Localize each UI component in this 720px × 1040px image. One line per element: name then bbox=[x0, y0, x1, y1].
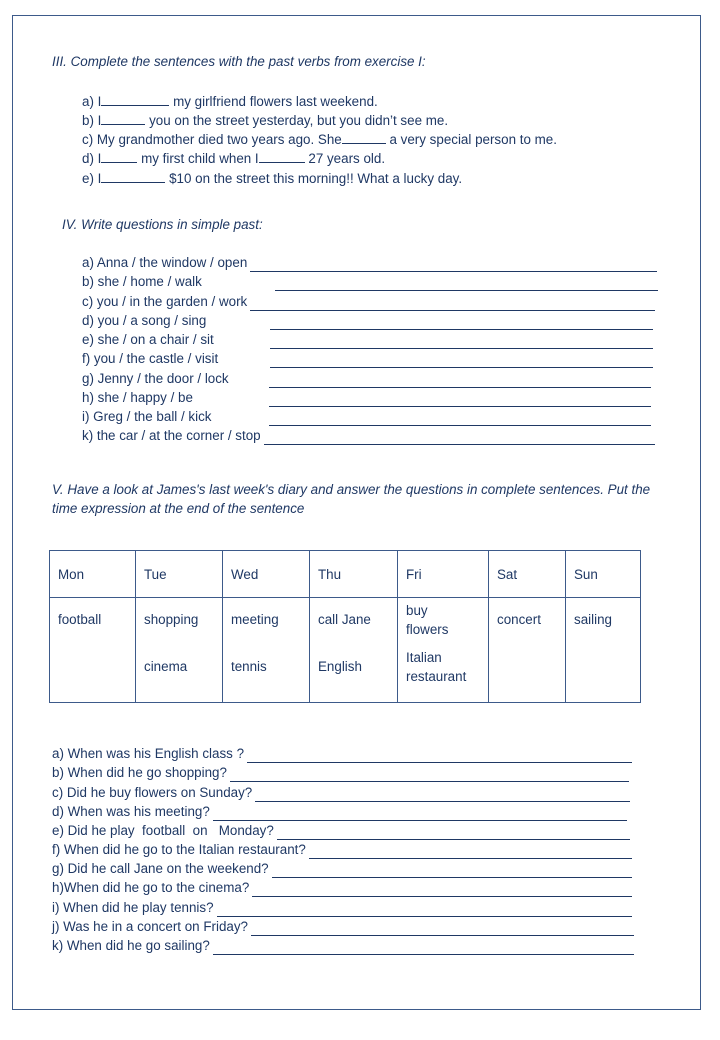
section-3-heading: III. Complete the sentences with the past verbs from exercise I: bbox=[52, 54, 426, 69]
s3-item-d bbox=[82, 148, 385, 167]
s3-item-a-text1: a) I bbox=[82, 94, 102, 109]
s5-question-d-text: d) When was his meeting? bbox=[52, 804, 210, 819]
diary-cell-sat bbox=[489, 598, 566, 703]
s3-item-c bbox=[82, 129, 557, 148]
s3-item-b-text1: b) I bbox=[82, 113, 102, 128]
s5-question-i-answer-line[interactable] bbox=[217, 901, 632, 917]
diary-cell-wed bbox=[223, 598, 310, 703]
s4-item-f bbox=[82, 349, 653, 368]
s5-question-e-answer-line[interactable] bbox=[277, 824, 630, 840]
s4-item-g bbox=[82, 369, 651, 388]
diary-day-sat: Sat bbox=[489, 551, 566, 598]
s5-question-c-answer-line[interactable] bbox=[255, 786, 630, 802]
diary-day-tue: Tue bbox=[136, 551, 223, 598]
s3-item-d-blank-1[interactable] bbox=[101, 148, 137, 163]
s4-item-k-answer-line[interactable] bbox=[264, 429, 655, 445]
diary-day-sun: Sun bbox=[566, 551, 641, 598]
s5-question-h-answer-line[interactable] bbox=[252, 881, 632, 897]
s3-item-c-text2: a very special person to me. bbox=[385, 132, 557, 147]
s5-question-f-answer-line[interactable] bbox=[309, 843, 632, 859]
diary-activity: football bbox=[58, 612, 102, 627]
s3-item-d-text2: my first child when I bbox=[137, 151, 259, 166]
s4-item-d-prompt: d) you / a song / sing bbox=[82, 313, 207, 328]
s5-question-a bbox=[52, 744, 632, 763]
s5-question-k-answer-line[interactable] bbox=[213, 939, 634, 955]
s3-item-d-text3: 27 years old. bbox=[304, 151, 386, 166]
s5-question-d bbox=[52, 802, 627, 821]
diary-day-wed: Wed bbox=[223, 551, 310, 598]
diary-activity: call Jane bbox=[318, 612, 371, 627]
s4-item-k-prompt: k) the car / at the corner / stop bbox=[82, 428, 261, 443]
s5-question-b bbox=[52, 763, 629, 782]
diary-activity: cinema bbox=[144, 659, 188, 674]
s3-item-d-text1: d) I bbox=[82, 151, 102, 166]
s3-item-b bbox=[82, 110, 448, 129]
diary-activity: shopping bbox=[144, 612, 199, 627]
s4-item-c-prompt: c) you / in the garden / work bbox=[82, 294, 248, 309]
diary-header-row bbox=[50, 551, 641, 598]
s5-question-a-answer-line[interactable] bbox=[247, 747, 632, 763]
s4-item-d bbox=[82, 311, 653, 330]
section-5-heading: V. Have a look at James's last week's diary and answer the questions in complete sentences. Put the time expression at the end of the sentence bbox=[52, 482, 651, 516]
s5-question-c bbox=[52, 783, 630, 802]
s5-question-b-answer-line[interactable] bbox=[230, 766, 629, 782]
s3-item-c-blank[interactable] bbox=[342, 129, 386, 144]
s5-question-i-text: i) When did he play tennis? bbox=[52, 900, 214, 915]
s5-question-k-text: k) When did he go sailing? bbox=[52, 938, 210, 953]
s4-item-e-answer-line[interactable] bbox=[270, 333, 653, 349]
s3-item-d-blank-2[interactable] bbox=[259, 148, 305, 163]
s4-item-f-answer-line[interactable] bbox=[270, 352, 653, 368]
s5-question-f-text: f) When did he go to the Italian restaurant? bbox=[52, 842, 306, 857]
s3-item-b-text2: you on the street yesterday, but you didn’t see me. bbox=[145, 113, 449, 128]
s5-question-e-text: e) Did he play football on Monday? bbox=[52, 823, 274, 838]
diary-cell-mon bbox=[50, 598, 136, 703]
s4-item-a-answer-line[interactable] bbox=[250, 256, 657, 272]
s4-item-h bbox=[82, 388, 651, 407]
s5-question-j bbox=[52, 917, 634, 936]
s3-item-e-blank[interactable] bbox=[101, 168, 165, 183]
s5-question-d-answer-line[interactable] bbox=[213, 805, 627, 821]
s4-item-h-answer-line[interactable] bbox=[269, 391, 651, 407]
s3-item-e bbox=[82, 168, 462, 187]
s5-question-e bbox=[52, 821, 630, 840]
s4-item-i-prompt: i) Greg / the ball / kick bbox=[82, 409, 212, 424]
s4-item-a bbox=[82, 253, 657, 272]
s5-question-g bbox=[52, 859, 632, 878]
s5-question-f bbox=[52, 840, 632, 859]
s4-item-b-prompt: b) she / home / walk bbox=[82, 274, 202, 289]
s3-item-e-text1: e) I bbox=[82, 171, 102, 186]
s5-question-j-answer-line[interactable] bbox=[251, 920, 634, 936]
s4-item-c bbox=[82, 292, 655, 311]
diary-day-thu: Thu bbox=[310, 551, 398, 598]
s5-question-i bbox=[52, 898, 632, 917]
s4-item-c-answer-line[interactable] bbox=[250, 295, 655, 311]
s4-item-f-prompt: f) you / the castle / visit bbox=[82, 351, 219, 366]
s4-item-g-prompt: g) Jenny / the door / lock bbox=[82, 371, 229, 386]
s5-question-b-text: b) When did he go shopping? bbox=[52, 765, 227, 780]
diary-table bbox=[49, 550, 641, 703]
diary-cell-fri bbox=[398, 598, 489, 703]
s4-item-i-answer-line[interactable] bbox=[269, 410, 651, 426]
s5-question-h bbox=[52, 878, 632, 897]
s4-item-k bbox=[82, 426, 655, 445]
s5-question-h-text: h)When did he go to the cinema? bbox=[52, 880, 250, 895]
diary-activity: English bbox=[318, 659, 362, 674]
s4-item-d-answer-line[interactable] bbox=[270, 314, 653, 330]
s3-item-e-text2: $10 on the street this morning!! What a lucky day. bbox=[165, 171, 463, 186]
s5-question-a-text: a) When was his English class ? bbox=[52, 746, 245, 761]
diary-activity: sailing bbox=[574, 612, 612, 627]
section-4-heading: IV. Write questions in simple past: bbox=[62, 217, 263, 232]
diary-cell-tue bbox=[136, 598, 223, 703]
s4-item-e-prompt: e) she / on a chair / sit bbox=[82, 332, 214, 347]
s4-item-h-prompt: h) she / happy / be bbox=[82, 390, 193, 405]
s4-item-i bbox=[82, 407, 651, 426]
s5-question-g-answer-line[interactable] bbox=[272, 862, 632, 878]
diary-activity: buy flowers bbox=[406, 603, 449, 637]
s4-item-b bbox=[82, 272, 658, 291]
diary-cell-thu bbox=[310, 598, 398, 703]
s5-question-j-text: j) Was he in a concert on Friday? bbox=[52, 919, 248, 934]
s4-item-b-answer-line[interactable] bbox=[275, 275, 658, 291]
diary-activity: meeting bbox=[231, 612, 279, 627]
s4-item-a-prompt: a) Anna / the window / open bbox=[82, 255, 248, 270]
s3-item-a-blank[interactable] bbox=[101, 91, 169, 106]
s5-question-c-text: c) Did he buy flowers on Sunday? bbox=[52, 785, 253, 800]
s5-question-g-text: g) Did he call Jane on the weekend? bbox=[52, 861, 269, 876]
diary-activity: Italian restaurant bbox=[406, 650, 467, 684]
diary-activity: concert bbox=[497, 612, 541, 627]
s3-item-c-text1: c) My grandmother died two years ago. She bbox=[82, 132, 342, 147]
s4-item-e bbox=[82, 330, 653, 349]
diary-activity-row bbox=[50, 598, 641, 703]
s3-item-a-text2: my girlfriend flowers last weekend. bbox=[169, 94, 378, 109]
s3-item-a bbox=[82, 91, 378, 110]
s4-item-g-answer-line[interactable] bbox=[269, 372, 651, 388]
diary-activity: tennis bbox=[231, 659, 267, 674]
s5-question-k bbox=[52, 936, 634, 955]
diary-cell-sun bbox=[566, 598, 641, 703]
s3-item-b-blank[interactable] bbox=[101, 110, 145, 125]
diary-day-mon: Mon bbox=[50, 551, 136, 598]
diary-day-fri: Fri bbox=[398, 551, 489, 598]
